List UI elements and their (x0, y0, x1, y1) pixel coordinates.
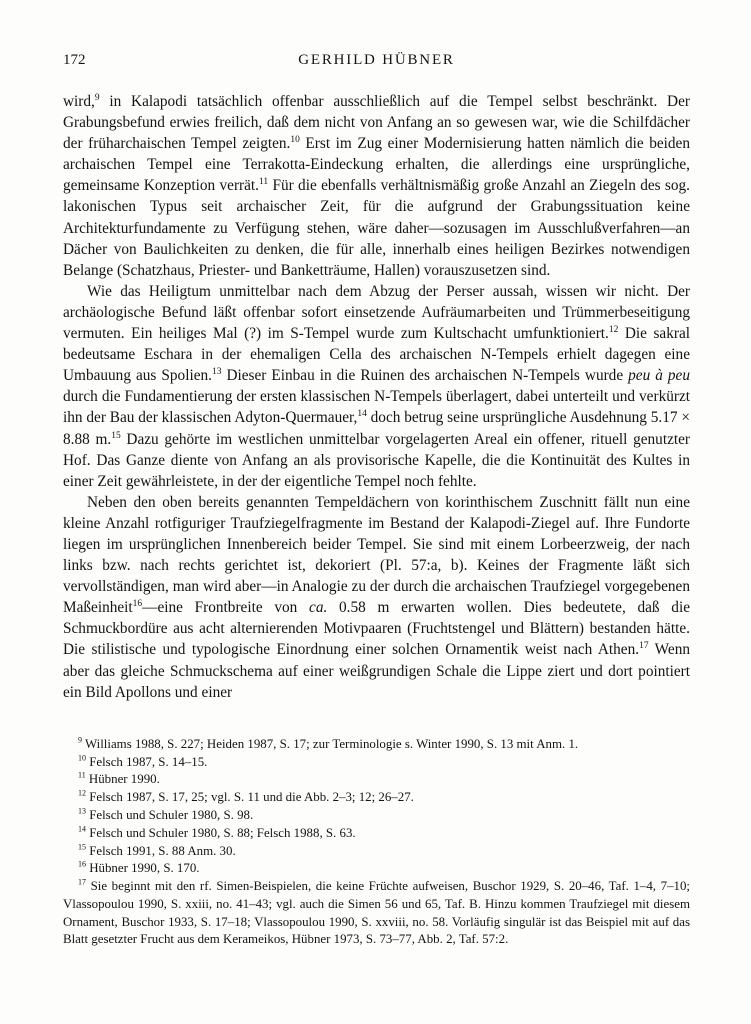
paragraph (63, 492, 690, 703)
footnote-marker: 9 (94, 92, 100, 103)
text-run: durch die Fundamentierung der ersten klassischen N-Tempels überlagert, dabei unterteilt und verkürzt ihn der Bau der klassischen Adyton-Quermauer, (63, 388, 690, 427)
footnote-marker: 10 (290, 135, 300, 146)
footnote-text: Hübner 1990. (85, 772, 160, 787)
page-number: 172 (63, 52, 86, 68)
footnote-text: Felsch und Schuler 1980, S. 98. (85, 807, 254, 822)
text-run: Die sakral bedeutsame Eschara in der ehemaligen Cella des archaischen N-Tempels erhielt dagegen eine Umbauung aus Spolien. (63, 325, 690, 385)
text-run: Erst im Zug einer Modernisierung hatten nämlich die beiden archaischen Tempel eine Terrakotta-Eindeckung erhalten, die allerdings eine ursprüngliche, gemeinsame Konzeption verrät. (63, 135, 690, 195)
text-run: peu à peu (628, 367, 690, 385)
footnote-text: Felsch 1987, S. 17, 25; vgl. S. 11 und die Abb. 2–3; 12; 26–27. (85, 790, 414, 805)
page-header (63, 52, 690, 72)
footnote-number: 12 (78, 788, 86, 798)
footnote-number: 17 (78, 877, 86, 887)
footnote (63, 754, 690, 772)
text-run: —eine Frontbreite von (142, 599, 310, 617)
paragraph (63, 281, 690, 492)
footnote-text: Sie beginnt mit den rf. Simen-Beispielen, die keine Früchte aufweisen, Buschor 1929, S. 20–46, Taf. 1–4, 7–10; Vlassopoulou 1990, S. xxiii, no. 41–43; vgl. auch die Simen 56 und 65, Taf. B. Hinzu kommen Traufziegel mit diesem Ornament, Buschor 1933, S. 17–18; Vlassopoulou 1990, S. xxviii, no. 58. Vorläufig singulär ist das Beispiel mit auf das Blatt gesetzter Frucht aus dem Kerameikos, Hübner 1973, S. 73–77, Abb. 2, Taf. 57:2. (63, 879, 690, 947)
footnote-number: 14 (78, 824, 86, 834)
text-run: Neben den oben bereits genannten Tempeldächern von korinthischem Zuschnitt fällt nun eine kleine Anzahl rotfiguriger Traufziegelfragmente im Bestand der Kalapodi-Ziegel auf. Ihre Fundorte liegen im ursprünglichen Innenbereich beider Tempel. Sie sind mit einem Lorbeerzweig, der nach links bzw. nach rechts gerichtet ist, dekoriert (Pl. 57:a, b). Keines der Fragmente läßt sich vervollständigen, man wird aber—in Analogie zu der durch die archaischen Traufziegel vorgegebenen Maßeinheit (63, 493, 690, 617)
text-run: wird, (63, 93, 95, 110)
footnote (63, 789, 690, 807)
footnote (63, 878, 690, 949)
footnote-number: 10 (78, 753, 86, 763)
text-run: Wenn aber das gleiche Schmuckschema auf einer weißgrundigen Schale die Lippe ziert und dort pointiert ein Bild Apollons und einer (63, 641, 690, 701)
footnote-number: 11 (78, 771, 86, 781)
footnote-marker: 12 (608, 324, 619, 335)
footnote (63, 825, 690, 843)
footnote (63, 736, 690, 754)
footnote (63, 860, 690, 878)
footnote-marker: 14 (357, 409, 367, 420)
footnote-marker: 15 (111, 430, 121, 441)
footnote-number: 15 (78, 842, 86, 852)
running-head: GERHILD HÜBNER (298, 52, 455, 68)
footnote-marker: 13 (211, 367, 222, 378)
footnote-marker: 11 (259, 177, 269, 188)
text-run: in Kalapodi tatsächlich offenbar ausschließlich auf die Tempel selbst beschränkt. Der Grabungsbefund erwies freilich, daß dem nicht von Anfang an so gewesen war, wie die Schilfdächer der früharchaischen Tempel zeigten. (63, 93, 690, 153)
footnote-number: 13 (78, 806, 86, 816)
footnote (63, 807, 690, 825)
text-run: 0.58 m erwarten wollen. Dies bedeutete, daß die Schmuckbordüre aus acht alternierenden Motivpaaren (Fruchtstengel und Blättern) bestanden hätte. Die stilistische und typologische Einordnung einer solchen Ornamentik weist nach Athen. (63, 599, 690, 659)
footnotes (63, 736, 690, 950)
text-run: doch betrug seine ursprüngliche Ausdehnung 5.17 × 8.88 m. (63, 409, 690, 448)
footnote-text: Felsch 1987, S. 14–15. (85, 754, 208, 769)
footnote-text: Hübner 1990, S. 170. (85, 861, 200, 876)
footnote (63, 771, 690, 789)
text-run: Dieser Einbau in die Ruinen des archaischen N-Tempels wurde (221, 367, 629, 385)
text-run: Für die ebenfalls verhältnismäßig große Anzahl an Ziegeln des sog. lakonischen Typus seit archaischer Zeit, für die aufgrund der Grabungssituation keine Architekturfundamente zu Verfügung stehen, wäre daher—sozusagen im Ausschlußverfahren—an Dächer von Baulichkeiten zu denken, die für alle, innerhalb eines heiligen Bezirkes notwendigen Belange (Schatzhaus, Priester- und Banketträume, Hallen) vorauszusetzen sind. (63, 177, 690, 279)
body-text (63, 91, 690, 703)
footnote (63, 843, 690, 861)
footnote-text: Felsch und Schuler 1980, S. 88; Felsch 1988, S. 63. (85, 825, 356, 840)
footnote-text: Williams 1988, S. 227; Heiden 1987, S. 17; zur Terminologie s. Winter 1990, S. 13 mit Anm. 1. (82, 736, 579, 751)
text-run: Dazu gehörte im westlichen unmittelbar vorgelagerten Areal ein offener, rituell genutzter Hof. Das Ganze diente von Anfang an als provisorische Kapelle, die die Kontinuität des Kultes in einer Zeit gewährleistete, in der der eigentliche Tempel noch fehlte. (63, 430, 690, 490)
footnote-text: Felsch 1991, S. 88 Anm. 30. (85, 843, 236, 858)
text-run: ca. (309, 599, 328, 617)
footnote-number: 16 (78, 860, 86, 869)
paragraph (63, 91, 690, 281)
text-run: Wie das Heiligtum unmittelbar nach dem Abzug der Perser aussah, wissen wir nicht. Der archäologische Befund läßt offenbar sofort einsetzende Aufräumarbeiten und Trümmerbeseitigung vermuten. Ein heiliges Mal (?) im S-Tempel wurde zum Kultschacht umfunktioniert. (63, 282, 690, 343)
text-block (63, 52, 690, 949)
footnote-marker: 17 (639, 641, 649, 652)
footnote-marker: 16 (132, 599, 143, 610)
footnote-number: 9 (78, 735, 82, 745)
